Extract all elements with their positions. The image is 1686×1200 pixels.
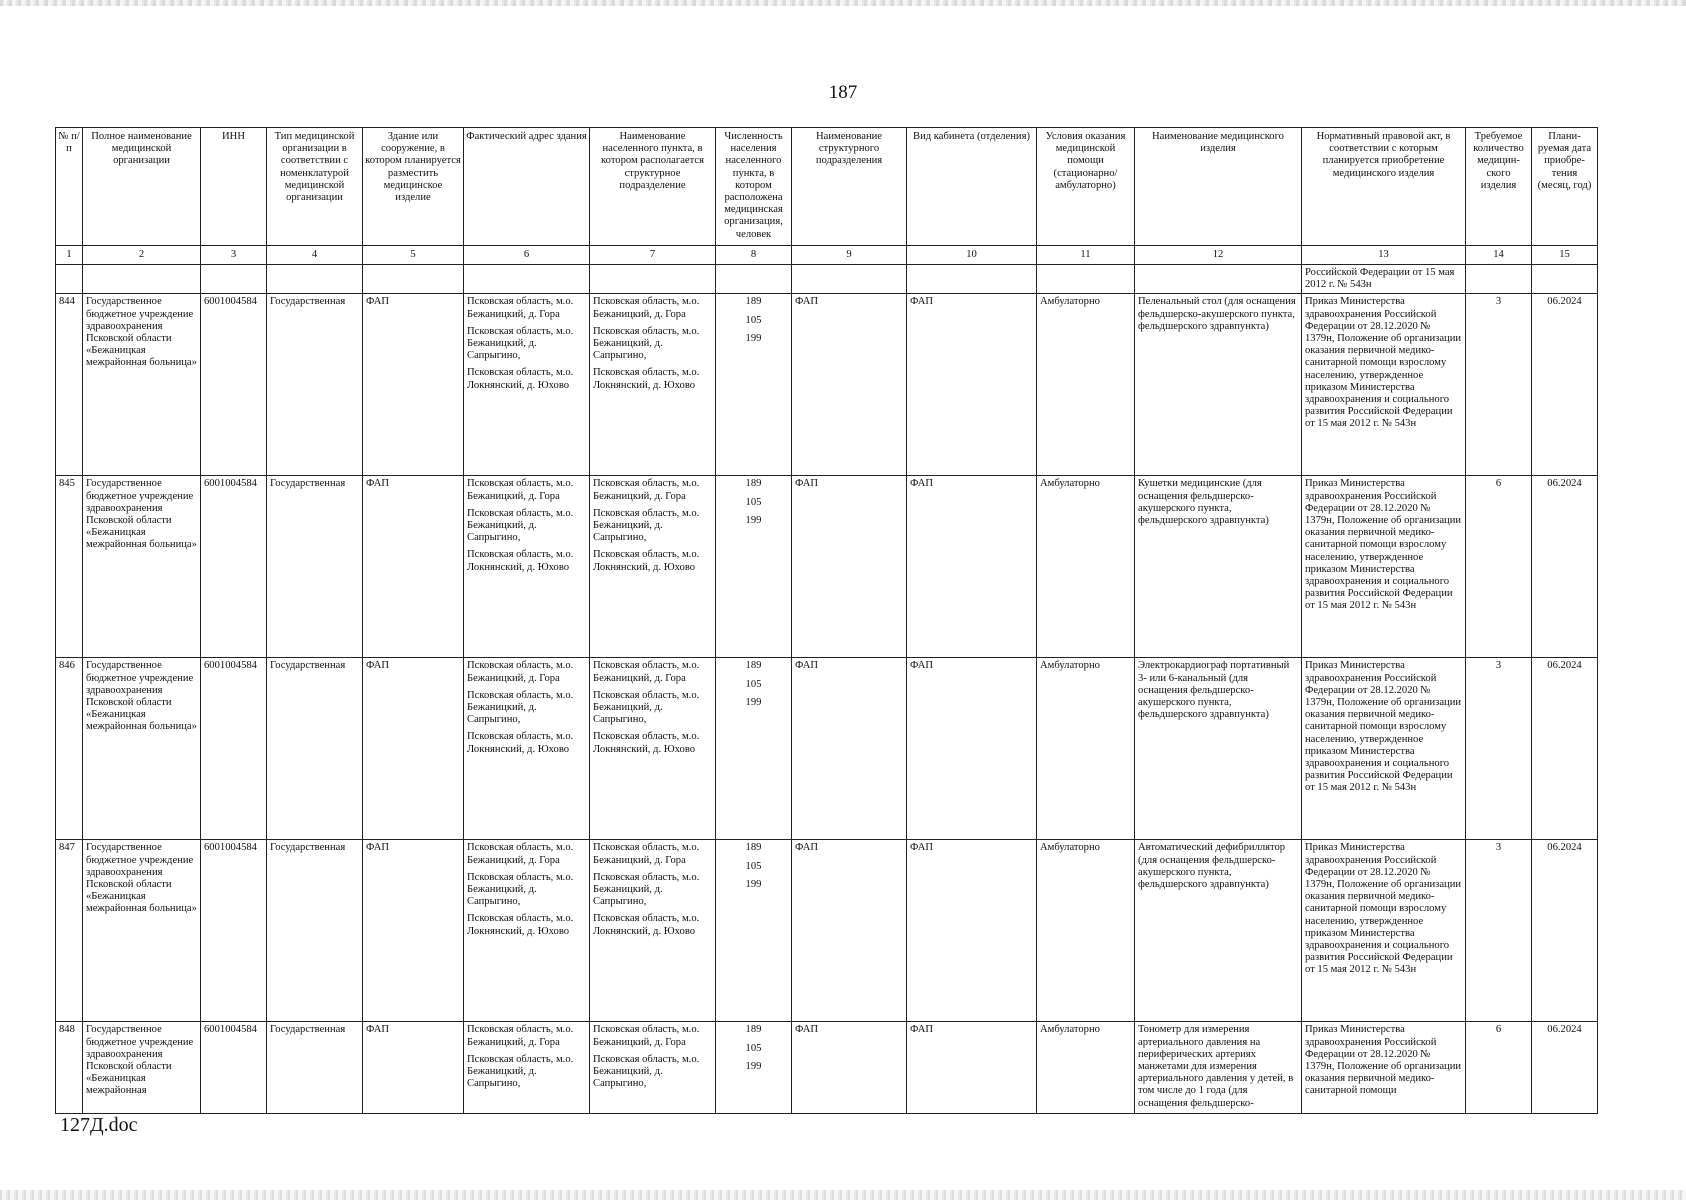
planned-date: 06.2024: [1532, 476, 1598, 658]
actual-address: [464, 476, 590, 658]
column-header: Условия оказания медицинской помощи (стационарно/ амбулаторно): [1037, 128, 1135, 246]
column-header: Наименование населенного пункта, в котором располагается структурное подразделение: [590, 128, 716, 246]
address-entry: Псковская область, м.о. Бежаницкий, д. Гора: [467, 296, 574, 320]
address-entry: Псковская область, м.о. Бежаницкий, д. Сапрыгино,: [467, 689, 574, 726]
settlement-entry: Псковская область, м.о. Бежаницкий, д. Сапрыгино,: [593, 871, 700, 908]
settlement-entry: Псковская область, м.о. Бежаницкий, д. Гора: [593, 1024, 700, 1048]
column-number-row: [56, 246, 1598, 265]
medical-device: Кушетки медицинские (для оснащения фельдшерско-акушерского пункта, фельдшерского здравпункта): [1135, 476, 1302, 658]
row-number: 847: [56, 840, 83, 1022]
building: ФАП: [363, 840, 464, 1022]
planned-date: 06.2024: [1532, 840, 1598, 1022]
settlement-name: [590, 476, 716, 658]
settlement-entry: Псковская область, м.о. Локнянский, д. Юхово: [593, 913, 700, 937]
row-number: 848: [56, 1022, 83, 1114]
legal-act: Приказ Министерства здравоохранения Российской Федерации от 28.12.2020 № 1379н, Положение об организации оказания первичной медико-санитарной помощи взрослому населению, утвержденное приказом Министерства здравоохранения и социального развития Российской Федерации от 15 мая 2012 г. № 543н: [1302, 658, 1466, 840]
legal-act: Приказ Министерства здравоохранения Российской Федерации от 28.12.2020 № 1379н, Положение об организации оказания первичной медико-санитарной помощи: [1302, 1022, 1466, 1114]
population-value: 105: [745, 678, 762, 690]
table-header-row: [56, 128, 1598, 246]
organization-name: Государственное бюджетное учреждение здравоохранения Псковской области «Бежаницкая межрайонная больница»: [83, 476, 201, 658]
row-number: 844: [56, 294, 83, 476]
row-number: 845: [56, 476, 83, 658]
settlement-entry: Псковская область, м.о. Бежаницкий, д. Сапрыгино,: [593, 325, 700, 362]
settlement-name: [590, 1022, 716, 1114]
organization-name: Государственное бюджетное учреждение здравоохранения Псковской области «Бежаницкая межрайонная больница»: [83, 840, 201, 1022]
column-number: 2: [83, 246, 201, 265]
settlement-entry: Псковская область, м.о. Бежаницкий, д. Гора: [593, 296, 700, 320]
inn: 6001004584: [201, 294, 267, 476]
address-entry: Псковская область, м.о. Локнянский, д. Юхово: [467, 549, 574, 573]
organization-type: Государственная: [267, 1022, 363, 1114]
structural-unit: ФАП: [792, 476, 907, 658]
population-value: 189: [745, 1024, 762, 1036]
building: ФАП: [363, 1022, 464, 1114]
population-value: 199: [745, 696, 762, 708]
population-value: 105: [745, 314, 762, 326]
structural-unit: ФАП: [792, 1022, 907, 1114]
population: [716, 1022, 792, 1114]
scan-edge-bottom: [0, 1190, 1686, 1200]
cabinet-type: ФАП: [907, 840, 1037, 1022]
inn: 6001004584: [201, 840, 267, 1022]
medical-device: Пеленальный стол (для оснащения фельдшерско-акушерского пункта, фельдшерского здравпункта): [1135, 294, 1302, 476]
settlement-entry: Псковская область, м.о. Локнянский, д. Юхово: [593, 549, 700, 573]
address-entry: Псковская область, м.о. Локнянский, д. Юхово: [467, 367, 574, 391]
table-row: [56, 658, 1598, 840]
address-entry: Псковская область, м.о. Бежаницкий, д. Сапрыгино,: [467, 325, 574, 362]
building: ФАП: [363, 294, 464, 476]
continuation-row: [56, 265, 1598, 294]
settlement-entry: Псковская область, м.о. Бежаницкий, д. Гора: [593, 842, 700, 866]
address-entry: Псковская область, м.о. Бежаницкий, д. Сапрыгино,: [467, 1053, 574, 1090]
column-header: Плани-руемая дата приобре-тения (месяц, год): [1532, 128, 1598, 246]
quantity: 3: [1466, 294, 1532, 476]
cabinet-type: ФАП: [907, 1022, 1037, 1114]
population-value: 199: [745, 878, 762, 890]
column-header: Наименование медицинского изделия: [1135, 128, 1302, 246]
settlement-entry: Псковская область, м.о. Бежаницкий, д. Сапрыгино,: [593, 689, 700, 726]
column-number: 4: [267, 246, 363, 265]
column-header: Полное наименование медицинской организации: [83, 128, 201, 246]
settlement-entry: Псковская область, м.о. Бежаницкий, д. Гора: [593, 660, 700, 684]
population-value: 199: [745, 332, 762, 344]
quantity: 3: [1466, 840, 1532, 1022]
column-number: 15: [1532, 246, 1598, 265]
column-header: Численность населения населенного пункта, в котором расположена медицинская организация, человек: [716, 128, 792, 246]
building: ФАП: [363, 476, 464, 658]
legal-act: Приказ Министерства здравоохранения Российской Федерации от 28.12.2020 № 1379н, Положение об организации оказания первичной медико-санитарной помощи взрослому населению, утвержденное приказом Министерства здравоохранения и социального развития Российской Федерации от 15 мая 2012 г. № 543н: [1302, 294, 1466, 476]
address-entry: Псковская область, м.о. Бежаницкий, д. Гора: [467, 1024, 574, 1048]
legal-act: Приказ Министерства здравоохранения Российской Федерации от 28.12.2020 № 1379н, Положение об организации оказания первичной медико-санитарной помощи взрослому населению, утвержденное приказом Министерства здравоохранения и социального развития Российской Федерации от 15 мая 2012 г. № 543н: [1302, 840, 1466, 1022]
population-value: 105: [745, 1042, 762, 1054]
care-conditions: Амбулаторно: [1037, 658, 1135, 840]
settlement-name: [590, 658, 716, 840]
column-header: Тип медицинской организации в соответствии с номенклатурой медицинской организации: [267, 128, 363, 246]
inn: 6001004584: [201, 658, 267, 840]
population: [716, 294, 792, 476]
organization-name: Государственное бюджетное учреждение здравоохранения Псковской области «Бежаницкая межрайонная: [83, 1022, 201, 1114]
organization-name: Государственное бюджетное учреждение здравоохранения Псковской области «Бежаницкая межрайонная больница»: [83, 294, 201, 476]
column-number: 1: [56, 246, 83, 265]
structural-unit: ФАП: [792, 294, 907, 476]
column-header: Здание или сооружение, в котором планируется разместить медицинское изделие: [363, 128, 464, 246]
address-entry: Псковская область, м.о. Бежаницкий, д. Сапрыгино,: [467, 871, 574, 908]
footer-filename: 127Д.doc: [60, 1114, 138, 1136]
table-row: [56, 294, 1598, 476]
population-value: 105: [745, 860, 762, 872]
population-value: 189: [745, 660, 762, 672]
quantity: 6: [1466, 476, 1532, 658]
actual-address: [464, 658, 590, 840]
population-value: 189: [745, 842, 762, 854]
planned-date: 06.2024: [1532, 294, 1598, 476]
structural-unit: ФАП: [792, 840, 907, 1022]
continuation-legal-act: Российской Федерации от 15 мая 2012 г. № 543н: [1302, 265, 1466, 294]
settlement-entry: Псковская область, м.о. Локнянский, д. Юхово: [593, 367, 700, 391]
column-number: 5: [363, 246, 464, 265]
column-number: 9: [792, 246, 907, 265]
column-header: Наименование структурного подразделения: [792, 128, 907, 246]
organization-type: Государственная: [267, 294, 363, 476]
address-entry: Псковская область, м.о. Локнянский, д. Юхово: [467, 913, 574, 937]
legal-act: Приказ Министерства здравоохранения Российской Федерации от 28.12.2020 № 1379н, Положение об организации оказания первичной медико-санитарной помощи взрослому населению, утвержденное приказом Министерства здравоохранения и социального развития Российской Федерации от 15 мая 2012 г. № 543н: [1302, 476, 1466, 658]
column-header: Вид кабинета (отделения): [907, 128, 1037, 246]
care-conditions: Амбулаторно: [1037, 1022, 1135, 1114]
table-row: [56, 476, 1598, 658]
column-header: ИНН: [201, 128, 267, 246]
organization-type: Государственная: [267, 840, 363, 1022]
settlement-name: [590, 840, 716, 1022]
organization-name: Государственное бюджетное учреждение здравоохранения Псковской области «Бежаницкая межрайонная больница»: [83, 658, 201, 840]
address-entry: Псковская область, м.о. Бежаницкий, д. Гора: [467, 660, 574, 684]
quantity: 3: [1466, 658, 1532, 840]
column-number: 3: [201, 246, 267, 265]
cabinet-type: ФАП: [907, 658, 1037, 840]
column-number: 13: [1302, 246, 1466, 265]
actual-address: [464, 840, 590, 1022]
population-value: 199: [745, 1060, 762, 1072]
column-number: 11: [1037, 246, 1135, 265]
population: [716, 840, 792, 1022]
column-number: 10: [907, 246, 1037, 265]
actual-address: [464, 294, 590, 476]
table-row: [56, 840, 1598, 1022]
column-header: Нормативный правовой акт, в соответствии с которым планируется приобретение медицинского изделия: [1302, 128, 1466, 246]
column-header: Требуемое количество медицин-ского изделия: [1466, 128, 1532, 246]
care-conditions: Амбулаторно: [1037, 840, 1135, 1022]
row-number: 846: [56, 658, 83, 840]
settlement-name: [590, 294, 716, 476]
address-entry: Псковская область, м.о. Локнянский, д. Юхово: [467, 731, 574, 755]
settlement-entry: Псковская область, м.о. Бежаницкий, д. Сапрыгино,: [593, 1053, 700, 1090]
planned-date: 06.2024: [1532, 1022, 1598, 1114]
table-row: [56, 1022, 1598, 1114]
quantity: 6: [1466, 1022, 1532, 1114]
settlement-entry: Псковская область, м.о. Локнянский, д. Юхово: [593, 731, 700, 755]
page-number: 187: [828, 82, 858, 103]
population-value: 199: [745, 514, 762, 526]
medical-device: Тонометр для измерения артериального давления на периферических артериях манжетами для измерения артериального давления у детей, в том числе до 1 года (для оснащения фельдшерско-: [1135, 1022, 1302, 1114]
column-number: 7: [590, 246, 716, 265]
cabinet-type: ФАП: [907, 294, 1037, 476]
structural-unit: ФАП: [792, 658, 907, 840]
address-entry: Псковская область, м.о. Бежаницкий, д. Гора: [467, 478, 574, 502]
medical-device: Автоматический дефибриллятор (для оснащения фельдшерско-акушерского пункта, фельдшерского здравпункта): [1135, 840, 1302, 1022]
column-number: 12: [1135, 246, 1302, 265]
population-value: 105: [745, 496, 762, 508]
population: [716, 476, 792, 658]
organization-type: Государственная: [267, 658, 363, 840]
population: [716, 658, 792, 840]
column-header: Фактический адрес здания: [464, 128, 590, 246]
equipment-register-table: [55, 127, 1598, 1114]
actual-address: [464, 1022, 590, 1114]
cabinet-type: ФАП: [907, 476, 1037, 658]
column-number: 14: [1466, 246, 1532, 265]
care-conditions: Амбулаторно: [1037, 294, 1135, 476]
inn: 6001004584: [201, 476, 267, 658]
organization-type: Государственная: [267, 476, 363, 658]
address-entry: Псковская область, м.о. Бежаницкий, д. Гора: [467, 842, 574, 866]
planned-date: 06.2024: [1532, 658, 1598, 840]
column-number: 6: [464, 246, 590, 265]
settlement-entry: Псковская область, м.о. Бежаницкий, д. Сапрыгино,: [593, 507, 700, 544]
scan-edge-top: [0, 0, 1686, 6]
medical-device: Электрокардиограф портативный 3- или 6-канальный (для оснащения фельдшерско-акушерского пункта, фельдшерского здравпункта): [1135, 658, 1302, 840]
building: ФАП: [363, 658, 464, 840]
column-number: 8: [716, 246, 792, 265]
column-header: № п/п: [56, 128, 83, 246]
population-value: 189: [745, 296, 762, 308]
population-value: 189: [745, 478, 762, 490]
inn: 6001004584: [201, 1022, 267, 1114]
care-conditions: Амбулаторно: [1037, 476, 1135, 658]
address-entry: Псковская область, м.о. Бежаницкий, д. Сапрыгино,: [467, 507, 574, 544]
settlement-entry: Псковская область, м.о. Бежаницкий, д. Гора: [593, 478, 700, 502]
